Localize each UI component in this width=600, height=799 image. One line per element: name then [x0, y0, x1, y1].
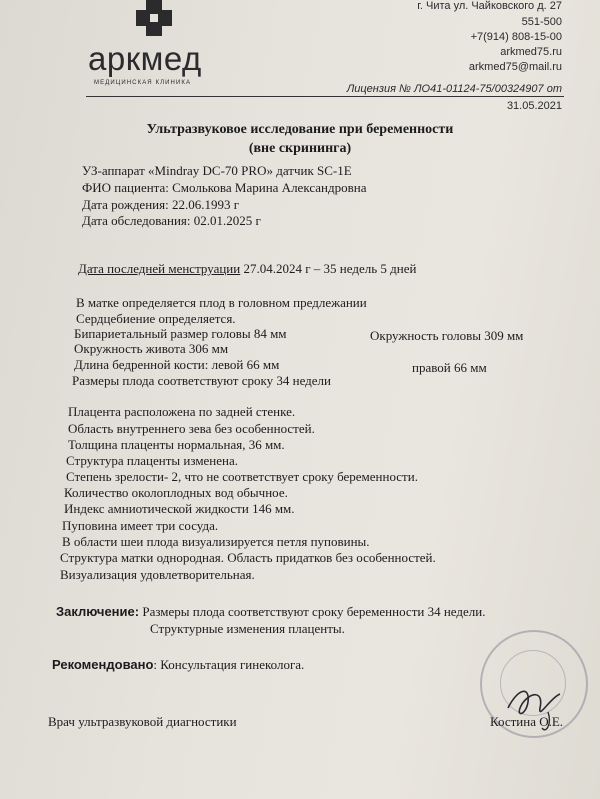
fetus-femur-left: Длина бедренной кости: левой 66 мм [74, 357, 280, 372]
placenta-line: Индекс амниотической жидкости 146 мм. [64, 501, 295, 516]
fetus-line-1: В матке определяется плод в головном предлежании [76, 295, 367, 310]
conclusion-label: Заключение: [56, 604, 140, 619]
lmp-label: Дата последней менструации [78, 261, 241, 276]
device-info: УЗ-аппарат «Mindray DC-70 PRO» датчик SC-1E [82, 163, 352, 178]
placenta-line: Структура матки однородная. Область придатков без особенностей. [60, 550, 436, 565]
exam-date: Дата обследования: 02.01.2025 г [82, 213, 261, 228]
placenta-line: Толщина плаценты нормальная, 36 мм. [68, 437, 285, 452]
placenta-line: Плацента расположена по задней стенке. [68, 404, 296, 419]
recommendation-label: Рекомендовано [52, 657, 154, 672]
placenta-line: Пуповина имеет три сосуда. [62, 518, 219, 533]
clinic-logo-cross-icon [126, 0, 182, 40]
fetus-head-circumference: Окружность головы 309 мм [370, 328, 524, 343]
clinic-address: г. Чита ул. Чайковского д. 27 [417, 0, 562, 12]
clinic-logo-name: аркмед [88, 40, 202, 77]
document-subtitle: (вне скрининга) [248, 141, 352, 156]
fetus-size-summary: Размеры плода соответствуют сроку 34 недели [72, 373, 331, 388]
fetus-bpd: Бипариетальный размер головы 84 мм [74, 326, 287, 341]
fetus-abdomen: Окружность живота 306 мм [74, 341, 229, 356]
conclusion-line-1 [56, 604, 485, 620]
placenta-line: В области шеи плода визуализируется петля пуповины. [62, 534, 370, 549]
fetus-line-2: Сердцебиение определяется. [76, 311, 236, 326]
document-title: Ультразвуковое исследование при беременности [146, 122, 454, 137]
lmp-value: 27.04.2024 г – 35 недель 5 дней [243, 261, 417, 276]
lmp-line [78, 261, 416, 277]
patient-name: ФИО пациента: Смолькова Марина Александровна [82, 180, 367, 195]
placenta-line: Структура плаценты изменена. [66, 453, 239, 468]
license-number: Лицензия № ЛО41-01124-75/00324907 от [346, 83, 562, 95]
recommendation-text: : Консультация гинеколога. [153, 657, 305, 672]
conclusion-text-2: Структурные изменения плаценты. [150, 621, 345, 636]
header-divider [86, 96, 564, 97]
placenta-line: Визуализация удовлетворительная. [60, 567, 255, 582]
clinic-phone: +7(914) 808-15-00 [470, 31, 562, 43]
recommendation-line [52, 657, 304, 673]
birth-date: Дата рождения: 22.06.1993 г [82, 197, 240, 212]
fetus-femur-right: правой 66 мм [412, 360, 487, 375]
clinic-logo-subtitle: МЕДИЦИНСКАЯ КЛИНИКА [94, 80, 192, 86]
placenta-line: Количество околоплодных вод обычное. [64, 485, 288, 500]
clinic-email: arkmed75@mail.ru [468, 61, 562, 73]
license-date: 31.05.2021 [506, 100, 562, 112]
clinic-phone-short: 551-500 [521, 16, 562, 28]
clinic-site: arkmed75.ru [500, 46, 562, 58]
doctor-role: Врач ультразвуковой диагностики [48, 714, 237, 729]
conclusion-text-1: Размеры плода соответствуют сроку беременности 34 недели. [142, 604, 486, 619]
placenta-line: Степень зрелости- 2, что не соответствует сроку беременности. [66, 469, 418, 484]
doctor-name: Костина О.Е. [490, 714, 564, 729]
placenta-line: Область внутреннего зева без особенностей. [68, 421, 315, 436]
